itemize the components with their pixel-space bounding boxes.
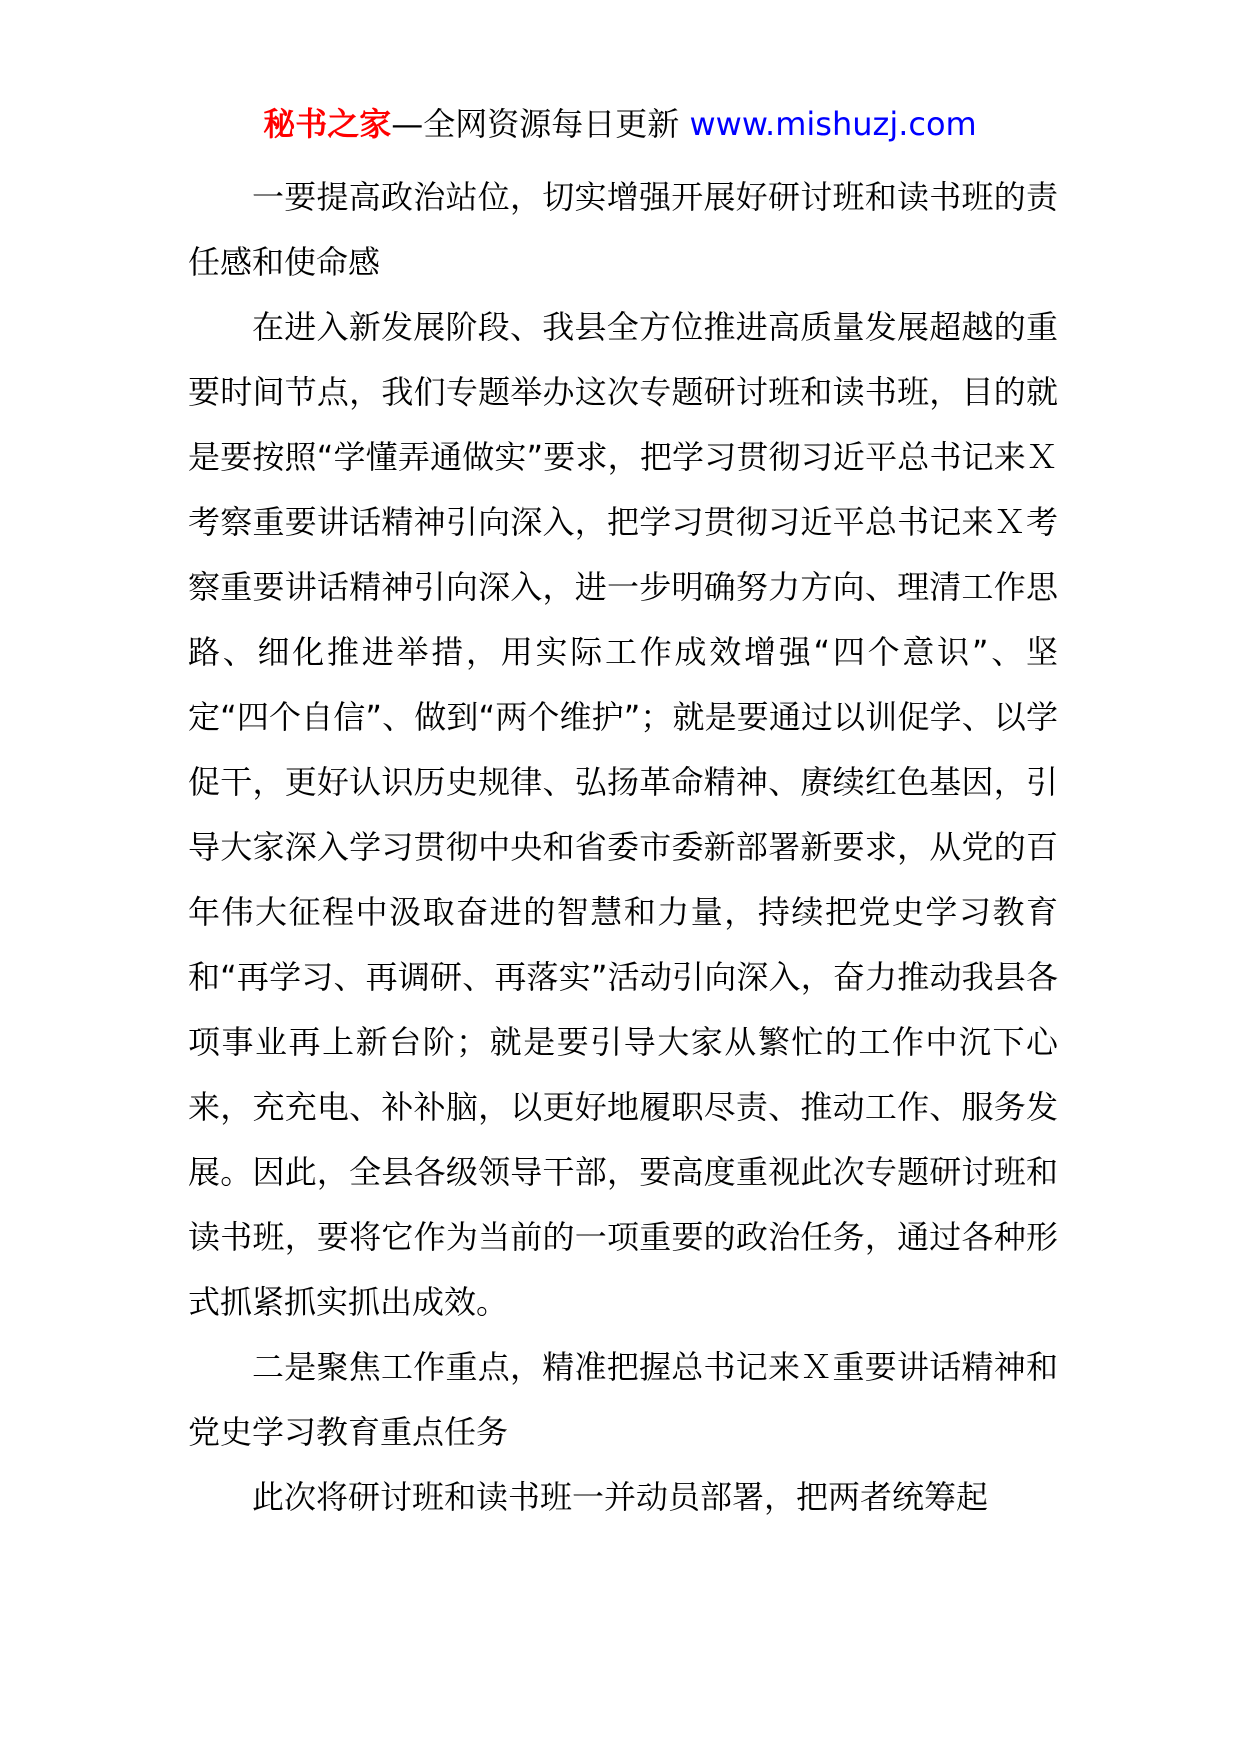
document-body bbox=[188, 165, 1058, 1530]
watermark-header bbox=[0, 102, 1240, 146]
paragraph-heading-1: 一要提高政治站位，切实增强开展好研讨班和读书班的责任感和使命感 bbox=[188, 178, 1058, 281]
brand-name: 秘书之家 bbox=[263, 105, 392, 143]
paragraph-heading-2: 二是聚焦工作重点，精准把握总书记来Ｘ重要讲话精神和党史学习教育重点任务 bbox=[188, 1348, 1058, 1451]
header-tagline: —全网资源每日更新 bbox=[391, 105, 690, 143]
paragraph-body-2: 此次将研讨班和读书班一并动员部署，把两者统筹起 bbox=[252, 1478, 989, 1516]
paragraph-body-1: 在进入新发展阶段、我县全方位推进高质量发展超越的重要时间节点，我们专题举办这次专题研讨班和读书班，目的就是要按照“学懂弄通做实”要求，把学习贯彻习近平总书记来Ｘ考察重要讲话精神引向深入，把学习贯彻习近平总书记来Ｘ考察重要讲话精神引向深入，进一步明确努力方向、理清工作思路、细化推进举措，用实际工作成效增强“四个意识”、坚定“四个自信”、做到“两个维护”；就是要通过以训促学、以学促干，更好认识历史规律、弘扬革命精神、赓续红色基因，引导大家深入学习贯彻中央和省委市委新部署新要求，从党的百年伟大征程中汲取奋进的智慧和力量，持续把党史学习教育和“再学习、再调研、再落实”活动引向深入，奋力推动我县各项事业再上新台阶；就是要引导大家从繁忙的工作中沉下心来，充充电、补补脑，以更好地履职尽责、推动工作、服务发展。因此，全县各级领导干部，要高度重视此次专题研讨班和读书班，要将它作为当前的一项重要的政治任务，通过各种形式抓紧抓实抓出成效。 bbox=[188, 308, 1058, 1321]
header-url[interactable]: www.mishuzj.com bbox=[689, 105, 977, 143]
